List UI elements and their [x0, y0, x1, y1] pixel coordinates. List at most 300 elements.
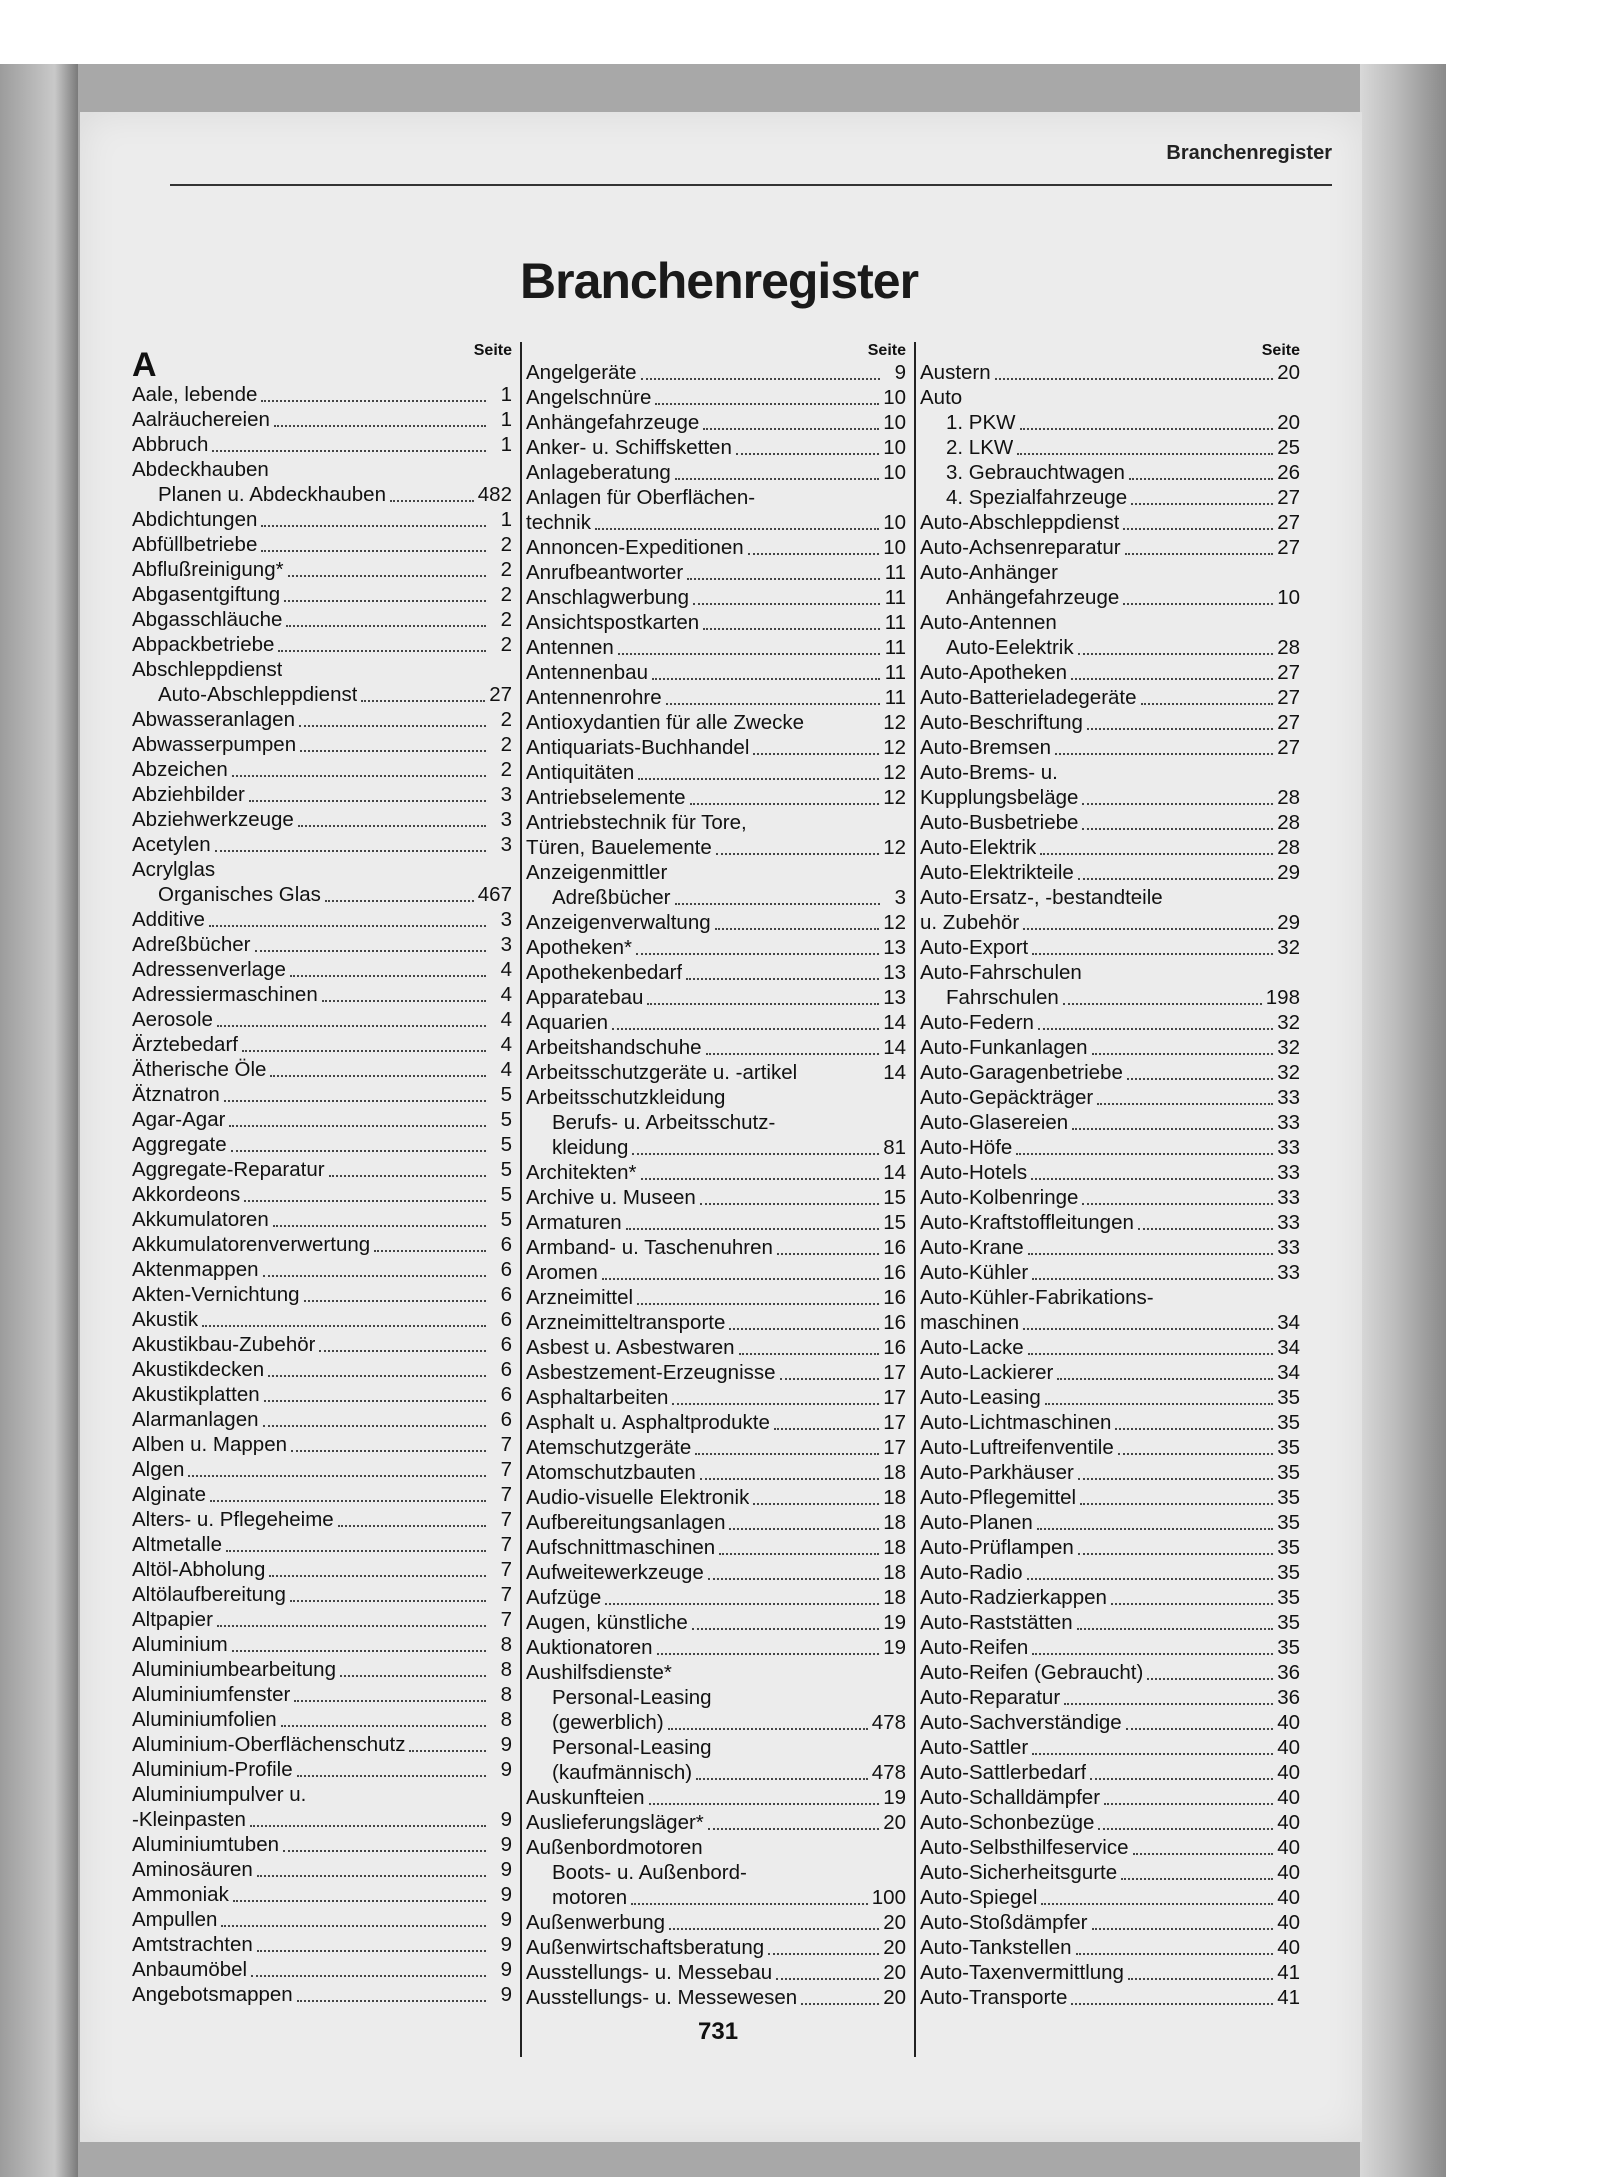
dot-leader [409, 1750, 486, 1752]
entry-page-number: 16 [883, 1311, 906, 1334]
index-entry [526, 685, 906, 710]
entry-page-number: 35 [1277, 1386, 1300, 1409]
index-entry [132, 807, 512, 832]
entry-label: Außenwerbung [526, 1911, 666, 1934]
index-entry [920, 1110, 1300, 1135]
index-entry [132, 1907, 512, 1932]
index-entry [526, 1585, 906, 1610]
index-entry [132, 1732, 512, 1757]
index-entry [526, 535, 906, 560]
entry-label: Aggregate-Reparatur [132, 1158, 325, 1181]
entry-label: Auto-Achsenreparatur [920, 536, 1121, 559]
entry-page-number: 9 [500, 1758, 512, 1781]
entry-page-number: 6 [500, 1358, 512, 1381]
index-entry [132, 1957, 512, 1982]
index-entry [526, 810, 906, 835]
entry-page-number: 40 [1277, 1736, 1300, 1759]
dot-leader [1023, 928, 1273, 930]
dot-leader [390, 500, 474, 502]
dot-leader [261, 400, 486, 402]
entry-label: Auto-Lackierer [920, 1361, 1054, 1384]
entry-page-number: 7 [500, 1458, 512, 1481]
dot-leader [631, 1903, 868, 1905]
index-entry [132, 1707, 512, 1732]
entry-label: Aale, lebende [132, 383, 258, 406]
dot-leader [1082, 1203, 1273, 1205]
index-entry [526, 1935, 906, 1960]
index-entry [526, 735, 906, 760]
entry-label: Abdeckhauben [132, 458, 269, 481]
dot-leader [641, 378, 880, 380]
index-entry [526, 1885, 906, 1910]
dot-leader [626, 1228, 879, 1230]
dot-leader [286, 625, 486, 627]
seite-label: Seite [473, 342, 512, 359]
index-entry [920, 1760, 1300, 1785]
entry-label: Akkumulatorenverwertung [132, 1233, 371, 1256]
index-entry [132, 507, 512, 532]
entry-label: Auto-Gepäckträger [920, 1086, 1094, 1109]
index-entry [132, 1982, 512, 2007]
index-entry [526, 1185, 906, 1210]
index-entry [526, 710, 906, 735]
dot-leader [242, 1050, 486, 1052]
entry-page-number: 10 [883, 436, 906, 459]
entry-page-number: 35 [1277, 1561, 1300, 1584]
dot-leader [1023, 1328, 1273, 1330]
entry-label: Außenbordmotoren [526, 1836, 703, 1859]
index-entry [920, 1060, 1300, 1085]
entry-label: technik [526, 511, 591, 534]
dot-leader [1017, 453, 1273, 455]
entry-label: Augen, künstliche [526, 1611, 688, 1634]
index-entry [920, 1385, 1300, 1410]
entry-label: Auto-Garagenbetriebe [920, 1061, 1123, 1084]
dot-leader [1040, 853, 1273, 855]
entry-page-number: 19 [883, 1786, 906, 1809]
entry-label: Akkordeons [132, 1183, 241, 1206]
entry-label: Asphaltarbeiten [526, 1386, 669, 1409]
entry-label: Auto-Parkhäuser [920, 1461, 1074, 1484]
entry-page-number: 3 [500, 783, 512, 806]
entry-page-number: 18 [883, 1536, 906, 1559]
entry-label: Ärztebedarf [132, 1033, 238, 1056]
entry-label: Auto-Sattler [920, 1736, 1029, 1759]
entry-page-number: 5 [500, 1158, 512, 1181]
entry-page-number: 13 [883, 936, 906, 959]
entry-label: Archive u. Museen [526, 1186, 696, 1209]
entry-label: Abschleppdienst [132, 658, 283, 681]
dot-leader [776, 1978, 879, 1980]
dot-leader [232, 1650, 486, 1652]
index-entry [920, 1585, 1300, 1610]
dot-leader [1078, 1553, 1273, 1555]
dot-leader [1028, 1253, 1273, 1255]
entry-label: Altöl-Abholung [132, 1558, 266, 1581]
dot-leader [233, 1900, 486, 1902]
dot-leader [1138, 1228, 1273, 1230]
entry-page-number: 14 [883, 1011, 906, 1034]
dot-leader [274, 425, 486, 427]
index-entry [132, 1507, 512, 1532]
entry-page-number: 20 [883, 1811, 906, 1834]
entry-page-number: 11 [884, 686, 906, 709]
index-entry [132, 1882, 512, 1907]
dot-leader [668, 1728, 868, 1730]
index-entry [132, 557, 512, 582]
entry-label: Auto-Schonbezüge [920, 1811, 1095, 1834]
index-entry [920, 1285, 1300, 1310]
index-entry [920, 410, 1300, 435]
entry-label: -Kleinpasten [132, 1808, 246, 1831]
index-entry [920, 1885, 1300, 1910]
entry-label: Antriebselemente [526, 786, 686, 809]
index-entry [526, 1360, 906, 1385]
entry-page-number: 3 [500, 933, 512, 956]
dot-leader [1129, 478, 1273, 480]
index-entry [526, 1110, 906, 1135]
index-entry [920, 460, 1300, 485]
entry-page-number: 11 [884, 561, 906, 584]
dot-leader [612, 1028, 879, 1030]
dot-leader [638, 778, 879, 780]
index-entry [132, 482, 512, 507]
entry-page-number: 9 [500, 1908, 512, 1931]
entry-page-number: 13 [883, 961, 906, 984]
entry-label: Auto-Luftreifenventile [920, 1436, 1114, 1459]
entry-page-number: 36 [1277, 1686, 1300, 1709]
dot-leader [322, 1000, 486, 1002]
dot-leader [605, 1603, 879, 1605]
index-entry [920, 635, 1300, 660]
entry-label: Auto-Reifen (Gebraucht) [920, 1661, 1144, 1684]
index-entry [526, 760, 906, 785]
entry-label: Berufs- u. Arbeitsschutz- [552, 1111, 776, 1134]
entry-label: Auto-Transporte [920, 1986, 1068, 2009]
entry-page-number: 18 [883, 1561, 906, 1584]
entry-label: Antennen [526, 636, 614, 659]
entry-page-number: 36 [1277, 1661, 1300, 1684]
index-entry [920, 1435, 1300, 1460]
dot-leader [706, 1053, 880, 1055]
entry-label: Akustik [132, 1308, 199, 1331]
entry-page-number: 20 [883, 1986, 906, 2009]
entry-page-number: 14 [883, 1161, 906, 1184]
entry-label: Abgasentgiftung [132, 583, 281, 606]
entry-page-number: 27 [1277, 686, 1300, 709]
index-entry [920, 835, 1300, 860]
entry-label: Additive [132, 908, 205, 931]
dot-leader [753, 1503, 879, 1505]
index-entry [132, 1782, 512, 1807]
index-entry [526, 1910, 906, 1935]
entry-page-number: 35 [1277, 1461, 1300, 1484]
dot-leader [224, 1100, 486, 1102]
entry-page-number: 4 [500, 1008, 512, 1031]
entry-page-number: 18 [883, 1461, 906, 1484]
index-entry [526, 660, 906, 685]
index-entry [526, 485, 906, 510]
dot-leader [655, 403, 879, 405]
entry-label: Apparatebau [526, 986, 644, 1009]
dot-leader [215, 850, 486, 852]
entry-label: Aluminium [132, 1633, 228, 1656]
index-entry [920, 560, 1300, 585]
running-header: Branchenregister [1166, 142, 1332, 164]
entry-label: Aushilfsdienste* [526, 1661, 672, 1684]
dot-leader [708, 1578, 879, 1580]
entry-label: Acrylglas [132, 858, 216, 881]
entry-label: Antioxydantien für alle Zwecke [526, 711, 805, 734]
entry-label: Antennenrohre [526, 686, 662, 709]
entry-label: Auto-Schalldämpfer [920, 1786, 1101, 1809]
index-entry [132, 1132, 512, 1157]
entry-label: Auto-Leasing [920, 1386, 1041, 1409]
entry-label: Akustikplatten [132, 1383, 260, 1406]
entry-label: Austern [920, 361, 991, 384]
entry-page-number: 10 [1277, 586, 1300, 609]
entry-label: Abpackbetriebe [132, 633, 275, 656]
dot-leader [261, 525, 486, 527]
dot-leader [1057, 1378, 1273, 1380]
entry-label: Aromen [526, 1261, 598, 1284]
entry-page-number: 27 [1277, 661, 1300, 684]
dot-leader [719, 1553, 879, 1555]
entry-page-number: 28 [1277, 836, 1300, 859]
entry-page-number: 7 [500, 1583, 512, 1606]
entry-label: Auto-Funkanlagen [920, 1036, 1088, 1059]
index-entry [526, 1860, 906, 1885]
index-entry [526, 1385, 906, 1410]
entry-label: Auto-Elektrikteile [920, 861, 1074, 884]
dot-leader [232, 775, 486, 777]
entry-page-number: 10 [883, 536, 906, 559]
entry-page-number: 1 [500, 433, 512, 456]
index-entry [526, 885, 906, 910]
entry-page-number: 3 [500, 808, 512, 831]
index-entry [132, 532, 512, 557]
dot-leader [188, 1475, 486, 1477]
entry-label: Anlagen für Oberflächen- [526, 486, 756, 509]
index-entry [132, 1007, 512, 1032]
dot-leader [1032, 1753, 1273, 1755]
dot-leader [675, 903, 880, 905]
index-entry [526, 1810, 906, 1835]
index-entry [920, 1235, 1300, 1260]
entry-label: Auto-Sattlerbedarf [920, 1761, 1087, 1784]
dot-leader [217, 1625, 486, 1627]
entry-label: Auto-Reparatur [920, 1686, 1061, 1709]
index-entry [132, 1332, 512, 1357]
entry-label: Anzeigenmittler [526, 861, 668, 884]
entry-label: Aufzüge [526, 1586, 602, 1609]
entry-label: Akten-Vernichtung [132, 1283, 300, 1306]
entry-label: Apotheken* [526, 936, 633, 959]
entry-page-number: 2 [500, 583, 512, 606]
entry-page-number: 2 [500, 633, 512, 656]
index-entry [920, 960, 1300, 985]
entry-label: Aluminiumfolien [132, 1708, 277, 1731]
dot-leader [261, 550, 486, 552]
entry-page-number: 3 [500, 833, 512, 856]
entry-label: Altmetalle [132, 1533, 223, 1556]
entry-page-number: 20 [883, 1936, 906, 1959]
entry-label: Personal-Leasing [552, 1686, 712, 1709]
entry-label: Arzneimittel [526, 1286, 634, 1309]
entry-page-number: 10 [883, 461, 906, 484]
entry-page-number: 5 [500, 1133, 512, 1156]
entry-label: Antennenbau [526, 661, 648, 684]
entry-label: Alginate [132, 1483, 207, 1506]
entry-label: Antiquariats-Buchhandel [526, 736, 750, 759]
index-entry [526, 1135, 906, 1160]
dot-leader [1127, 1078, 1273, 1080]
index-entry [132, 907, 512, 932]
entry-page-number: 17 [883, 1436, 906, 1459]
entry-page-number: 11 [884, 586, 906, 609]
entry-page-number: 9 [500, 1983, 512, 2006]
index-entry [526, 1310, 906, 1335]
entry-page-number: 33 [1277, 1111, 1300, 1134]
entry-page-number: 35 [1277, 1511, 1300, 1534]
dot-leader [703, 428, 879, 430]
index-entry [920, 1460, 1300, 1485]
entry-page-number: 35 [1277, 1636, 1300, 1659]
entry-page-number: 467 [477, 883, 512, 906]
entry-page-number: 35 [1277, 1611, 1300, 1634]
entry-label: Akustikdecken [132, 1358, 265, 1381]
entry-label: Akustikbau-Zubehör [132, 1333, 316, 1356]
entry-label: Antiquitäten [526, 761, 635, 784]
dot-leader [637, 1303, 879, 1305]
index-entry [526, 635, 906, 660]
index-entry [526, 360, 906, 385]
index-entry [132, 1407, 512, 1432]
entry-page-number: 17 [883, 1411, 906, 1434]
entry-label: Acetylen [132, 833, 211, 856]
index-entry [132, 1207, 512, 1232]
entry-page-number: 11 [884, 636, 906, 659]
document-page [80, 112, 1362, 2142]
dot-leader [1133, 1853, 1274, 1855]
index-entry [132, 657, 512, 682]
entry-label: Aminosäuren [132, 1858, 253, 1881]
index-entry [132, 607, 512, 632]
entry-page-number: 34 [1277, 1336, 1300, 1359]
entry-label: Ampullen [132, 1908, 218, 1931]
entry-label: Adreßbücher [132, 933, 251, 956]
entry-label: Antriebstechnik für Tore, [526, 811, 747, 834]
dot-leader [1032, 1653, 1273, 1655]
entry-label: Atomschutzbauten [526, 1461, 696, 1484]
dot-leader [298, 825, 486, 827]
index-entry [526, 1235, 906, 1260]
dot-leader [338, 1525, 486, 1527]
index-entry [526, 1835, 906, 1860]
dot-leader [1027, 1578, 1274, 1580]
index-entry [920, 1485, 1300, 1510]
index-entry [526, 1735, 906, 1760]
dot-leader [1078, 878, 1273, 880]
index-entry [526, 985, 906, 1010]
entry-label: Auto-Beschriftung [920, 711, 1083, 734]
dot-leader [264, 1400, 486, 1402]
entry-label: Planen u. Abdeckhauben [158, 483, 386, 506]
index-entry [132, 1607, 512, 1632]
entry-label: Aggregate [132, 1133, 227, 1156]
dot-leader [675, 478, 879, 480]
entry-page-number: 35 [1277, 1586, 1300, 1609]
index-entry [132, 382, 512, 407]
dot-leader [1031, 1178, 1273, 1180]
dot-leader [1037, 1528, 1273, 1530]
entry-label: Arbeitsschutzgeräte u. -artikel [526, 1061, 798, 1084]
index-entry [132, 982, 512, 1007]
dot-leader [291, 1450, 486, 1452]
index-entry [920, 660, 1300, 685]
entry-label: Angebotsmappen [132, 1983, 293, 2006]
index-entry [526, 1710, 906, 1735]
entry-page-number: 28 [1277, 811, 1300, 834]
index-entry [920, 1935, 1300, 1960]
dot-leader [652, 678, 880, 680]
index-entry [526, 1210, 906, 1235]
dot-leader [780, 1378, 880, 1380]
entry-label: Abwasserpumpen [132, 733, 297, 756]
entry-page-number: 19 [883, 1611, 906, 1634]
dot-leader [1080, 1503, 1273, 1505]
entry-page-number: 9 [500, 1933, 512, 1956]
dot-leader [1078, 1478, 1273, 1480]
entry-label: Auto-Abschleppdienst [158, 683, 358, 706]
entry-page-number: 35 [1277, 1536, 1300, 1559]
entry-label: Arzneimitteltransporte [526, 1311, 726, 1334]
entry-page-number: 29 [1277, 911, 1300, 934]
dot-leader [278, 650, 486, 652]
dot-leader [284, 600, 486, 602]
index-entry [132, 1032, 512, 1057]
dot-leader [1077, 1628, 1273, 1630]
dot-leader [263, 1425, 487, 1427]
entry-page-number: 4 [500, 1033, 512, 1056]
entry-page-number: 35 [1277, 1411, 1300, 1434]
index-entry [920, 1310, 1300, 1335]
index-entry [526, 1560, 906, 1585]
entry-label: Auto-Ersatz-, -bestandteile [920, 886, 1163, 909]
entry-page-number: 5 [500, 1108, 512, 1131]
index-entry [526, 785, 906, 810]
entry-page-number: 9 [894, 361, 906, 384]
entry-page-number: 41 [1277, 1986, 1300, 2009]
entry-label: Abflußreinigung* [132, 558, 284, 581]
entry-label: Altölaufbereitung [132, 1583, 286, 1606]
entry-label: Auto-Federn [920, 1011, 1034, 1034]
entry-label: Anrufbeantworter [526, 561, 684, 584]
entry-label: Asphalt u. Asphaltprodukte [526, 1411, 770, 1434]
index-entry [920, 860, 1300, 885]
dot-leader [212, 450, 486, 452]
entry-page-number: 40 [1277, 1836, 1300, 1859]
index-entry [526, 1010, 906, 1035]
index-entry [526, 860, 906, 885]
entry-page-number: 33 [1277, 1211, 1300, 1234]
entry-page-number: 20 [883, 1911, 906, 1934]
entry-label: Amtstrachten [132, 1933, 253, 1956]
index-entry [920, 1685, 1300, 1710]
entry-page-number: 17 [883, 1361, 906, 1384]
page-title: Branchenregister [520, 253, 919, 309]
dot-leader [1111, 1603, 1273, 1605]
